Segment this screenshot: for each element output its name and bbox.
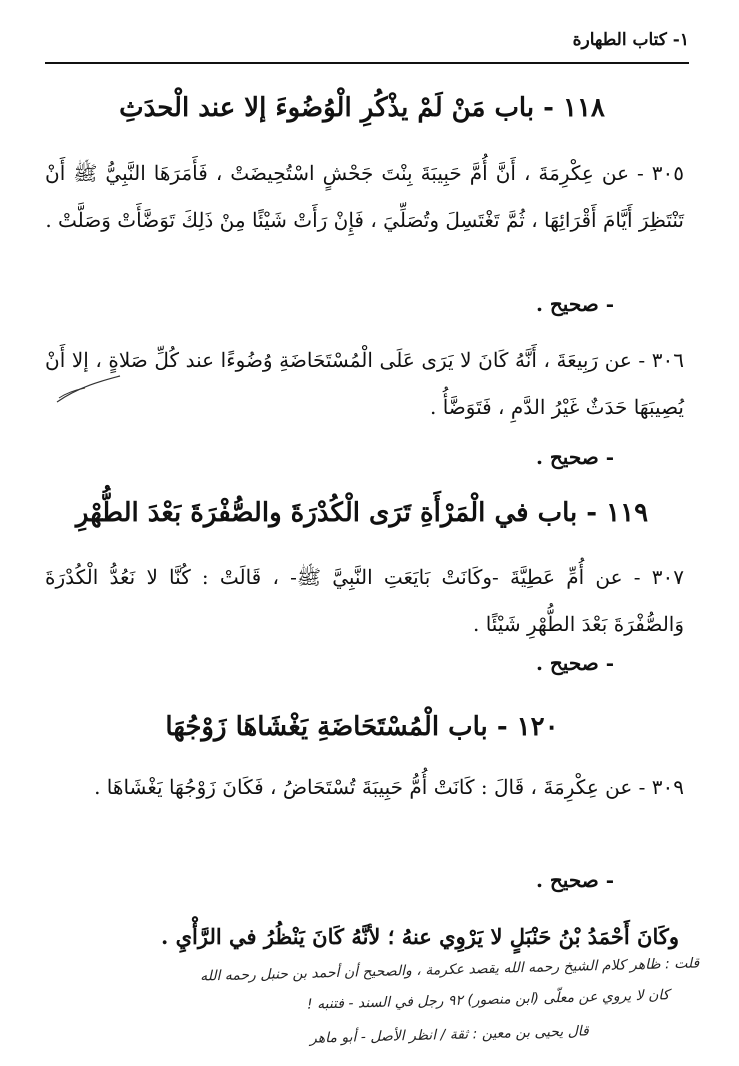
grade-305: - صحيح .: [535, 292, 614, 316]
hadith-309: ٣٠٩ - عن عِكْرِمَةَ ، قَالَ : كَانَتْ أُمُّ حَبِيبَةَ تُسْتَحَاضُ ، فَكَانَ زَوْجُهَا يَغْشَاهَا .: [94, 775, 684, 799]
grade-306: - صحيح .: [535, 445, 614, 469]
chapter-title-120: ١٢٠ - باب الْمُسْتَحَاضَةِ يَغْشَاهَا زَوْجُهَا: [165, 712, 559, 742]
hadith-305: ٣٠٥ - عن عِكْرِمَةَ ، أَنَّ أُمَّ حَبِيبَةَ بِنْتَ جَحْشٍ اسْتُحِيضَتْ ، فَأَمَرَهَا النَّبِيُّ ﷺ أَنْ تَنْتَظِرَ أَيَّامَ أَقْرَائِهَا ، ثُمَّ تَغْتَسِلَ وتُصَلِّيَ ، فَإِنْ رَأَتْ شَيْئًا مِنْ ذَلِكَ تَوَضَّأَتْ وَصَلَّتْ .: [45, 161, 684, 232]
pen-mark: [45, 368, 125, 408]
handwritten-note-2: كان لا يروي عن معلّى (ابن منصور) ٩٢ رجل في السند - فتنبه !: [306, 987, 670, 1013]
handwritten-note-1: قلت : ظاهر كلام الشيخ رحمه الله يقصد عكرمة ، والصحيح أن أحمد بن حنبل رحمه الله: [199, 955, 700, 985]
grade-307: - صحيح .: [535, 651, 614, 675]
hadith-307: ٣٠٧ - عن أُمِّ عَطِيَّةَ -وكَانَتْ بَايَعَتِ النَّبِيَّ ﷺ- ، قَالَتْ : كُنَّا لا نَعُدُّ الْكُدْرَةَ وَالصُّفْرَةَ بَعْدَ الطُّهْرِ شَيْئًا .: [45, 565, 684, 636]
chapter-title-119: ١١٩ - باب في الْمَرْأَةِ تَرَى الْكُدْرَةَ والصُّفْرَةَ بَعْدَ الطُّهْرِ: [75, 498, 649, 528]
header-rule: [45, 62, 689, 64]
grade-309: - صحيح .: [535, 868, 614, 892]
handwritten-note-3: قال يحيى بن معين : ثقة / انظر الأصل - أبو ماهر: [310, 1023, 590, 1047]
running-header: ١- كتاب الطهارة: [572, 30, 689, 50]
chapter-title-118: ١١٨ - باب مَنْ لَمْ يذْكُرِ الْوُضُوءَ إلا عند الْحدَثِ: [119, 93, 605, 123]
hadith-306: ٣٠٦ - عن رَبِيعَةَ ، أَنَّهُ كَانَ لا يَرَى عَلَى الْمُسْتَحَاضَةِ وُضُوءًا عند كُلِّ صَلاةٍ ، إلا أَنْ يُصِيبَهَا حَدَثٌ غَيْرُ الدَّمِ ، فَتَوَضَّأُ .: [45, 348, 684, 419]
closing-note: وكَانَ أَحْمَدُ بْنُ حَنْبَلٍ لا يَرْوِي عنهُ ؛ لأنَّهُ كَانَ يَنْظُرُ في الرَّأْيِ .: [161, 924, 679, 949]
